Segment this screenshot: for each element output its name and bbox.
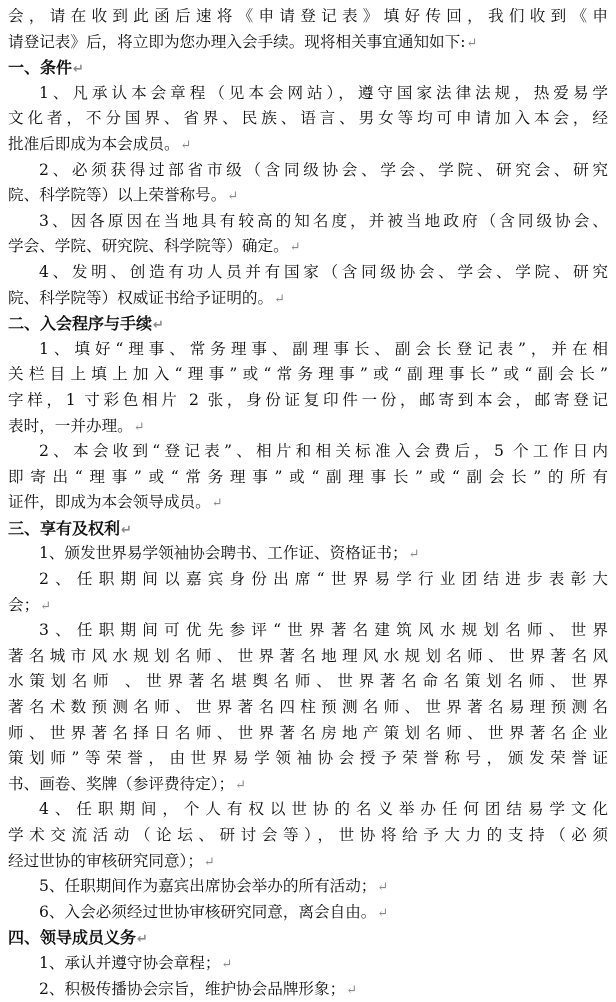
- paragraph-mark-icon: ↵: [221, 956, 233, 972]
- paragraph-mark-icon: ↵: [203, 854, 215, 870]
- text-line: [8, 362, 608, 388]
- line-text: 学会、学院、研究院、科学院等）确定。: [8, 237, 289, 256]
- text-line: [8, 695, 608, 721]
- line-text: 1、承认并遵守协会章程；: [39, 953, 221, 972]
- text-line: [8, 746, 608, 772]
- paragraph-mark-icon: ↵: [137, 932, 148, 948]
- line-text: 院、科学院等）权威证书给予证明的。: [8, 288, 274, 307]
- text-line: [8, 541, 608, 567]
- text-line: [8, 823, 608, 849]
- line-text: 著名城市风水规划名师、世界著名地理风水规划名师、世界著名风: [8, 646, 608, 665]
- text-line: [8, 286, 608, 312]
- line-text: 会，请在收到此函后速将《申请登记表》填好传回，我们收到《申: [8, 7, 608, 25]
- line-text: 文化者，不分国界、省界、民族、语言、男女等均可申请加入本会，经: [8, 109, 608, 128]
- line-text: 二、入会程序与手续: [8, 314, 153, 334]
- line-text: 字样，1 寸彩色相片 2 张，身份证复印件一份，邮寄到本会，邮寄登记: [8, 390, 608, 409]
- line-text: 著名术数预测名师、世界著名四柱预测名师、世界著名易理预测名: [8, 698, 608, 717]
- paragraph-mark-icon: ↵: [274, 291, 286, 307]
- line-text: 请登记表》后，将立即为您办理入会手续。现将相关事宜通知如下:: [8, 32, 466, 51]
- paragraph-mark-icon: ↵: [180, 137, 192, 153]
- text-line: [8, 337, 608, 363]
- text-line: [8, 106, 608, 132]
- line-text: 3、因各原因在当地具有较高的知名度，并被当地政府（含同级协会、: [39, 211, 608, 230]
- section-heading: [8, 311, 608, 337]
- paragraph-mark-icon: ↵: [153, 318, 164, 334]
- text-line: [8, 849, 608, 875]
- line-text: 证件，即成为本会领导成员。: [8, 493, 211, 512]
- text-line: [8, 593, 608, 619]
- line-text: 一、条件: [8, 58, 73, 78]
- line-text: 4、任职期间，个人有权以世协的名义举办任何团结易学文化: [39, 800, 608, 819]
- paragraph-mark-icon: ↵: [235, 777, 247, 793]
- text-line: [8, 644, 608, 670]
- text-line: [8, 772, 608, 798]
- line-text: 1、凡承认本会章程（见本会网站），遵守国家法律法规，热爱易学: [39, 83, 608, 102]
- paragraph-mark-icon: ↵: [377, 880, 389, 896]
- line-text: 策划师”等荣誉，由世界易学领袖协会授予荣誉称号，颁发荣誉证: [8, 749, 608, 768]
- line-text: 即寄出“理事”或“常务理事”或“副理事长”或“副会长”的所有: [8, 467, 608, 486]
- text-line: [8, 414, 608, 440]
- section-heading: [8, 925, 608, 951]
- line-text: 5、任职期间作为嘉宾出席协会举办的所有活动；: [39, 877, 377, 896]
- text-line: [8, 234, 608, 260]
- text-line: [8, 977, 608, 1002]
- line-text: 1、填好“理事、常务理事、副理事长、副会长登记表”，并在相: [39, 339, 608, 358]
- text-line: [8, 900, 608, 926]
- line-text: 四、领导成员义务: [8, 928, 137, 948]
- text-line: [8, 567, 608, 593]
- paragraph-mark-icon: ↵: [121, 522, 132, 538]
- line-text: 师、世界著名择日名师、世界著名房地产策划名师、世界著名企业: [8, 723, 608, 742]
- line-text: 表时，一并办理。: [8, 416, 133, 435]
- paragraph-mark-icon: ↵: [377, 905, 389, 921]
- text-line: [8, 132, 608, 158]
- line-text: 三、享有及权利: [8, 518, 121, 538]
- line-text: 经过世协的审核研究同意）；: [8, 851, 203, 870]
- text-line: [8, 669, 608, 695]
- paragraph-mark-icon: ↵: [211, 496, 223, 512]
- text-line: [8, 388, 608, 414]
- paragraph-mark-icon: ↵: [133, 419, 145, 435]
- text-line: [8, 4, 608, 30]
- text-line: [8, 439, 608, 465]
- paragraph-mark-icon: ↵: [408, 547, 420, 563]
- text-line: [8, 158, 608, 184]
- paragraph-mark-icon: ↵: [466, 35, 478, 51]
- line-text: 批准后即成为本会成员。: [8, 134, 180, 153]
- line-text: 2、必须获得过部省市级（含同级协会、学会、学院、研究会、研究: [39, 160, 608, 179]
- text-line: [8, 874, 608, 900]
- line-text: 水策划名师 、世界著名堪舆名师、世界著名命名策划名师、世界: [8, 672, 608, 691]
- text-line: [8, 797, 608, 823]
- paragraph-mark-icon: ↵: [346, 982, 358, 998]
- paragraph-mark-icon: ↵: [73, 62, 84, 78]
- line-text: 1、颁发世界易学领袖协会聘书、工作证、资格证书；: [39, 544, 408, 563]
- line-text: 会；: [8, 595, 40, 614]
- line-text: 学术交流活动（论坛、研讨会等），世协将给予大力的支持（必须: [8, 826, 608, 844]
- line-text: 4、发明、创造有功人员并有国家（含同级协会、学会、学院、研究: [39, 262, 608, 281]
- line-text: 关栏目上填上加入“理事”或“常务理事”或“副理事长”或“副会长”: [8, 365, 608, 384]
- line-text: 2、任职期间以嘉宾身份出席“世界易学行业团结进步表彰大: [39, 570, 608, 589]
- document-page: [8, 4, 608, 1002]
- line-text: 2、积极传播协会宗旨，维护协会品牌形象；: [39, 979, 346, 998]
- line-text: 3、任职期间可优先参评“世界著名建筑风水规划名师、世界: [39, 621, 608, 640]
- text-line: [8, 209, 608, 235]
- text-line: [8, 260, 608, 286]
- text-line: [8, 183, 608, 209]
- text-line: [8, 490, 608, 516]
- line-text: 书、画卷、奖牌（参评费待定）；: [8, 774, 235, 793]
- section-heading: [8, 516, 608, 542]
- text-line: [8, 951, 608, 977]
- paragraph-mark-icon: ↵: [40, 598, 52, 614]
- line-text: 院、科学院等）以上荣誉称号。: [8, 186, 227, 205]
- text-line: [8, 618, 608, 644]
- text-line: [8, 721, 608, 747]
- section-heading: [8, 55, 608, 81]
- text-line: [8, 81, 608, 107]
- text-line: [8, 465, 608, 491]
- paragraph-mark-icon: ↵: [289, 240, 301, 256]
- text-line: [8, 30, 608, 56]
- line-text: 6、入会必须经过世协审核研究同意，离会自由。: [39, 902, 377, 921]
- line-text: 2、本会收到“登记表”、相片和相关标准入会费后，5 个工作日内: [39, 442, 608, 461]
- paragraph-mark-icon: ↵: [227, 189, 239, 205]
